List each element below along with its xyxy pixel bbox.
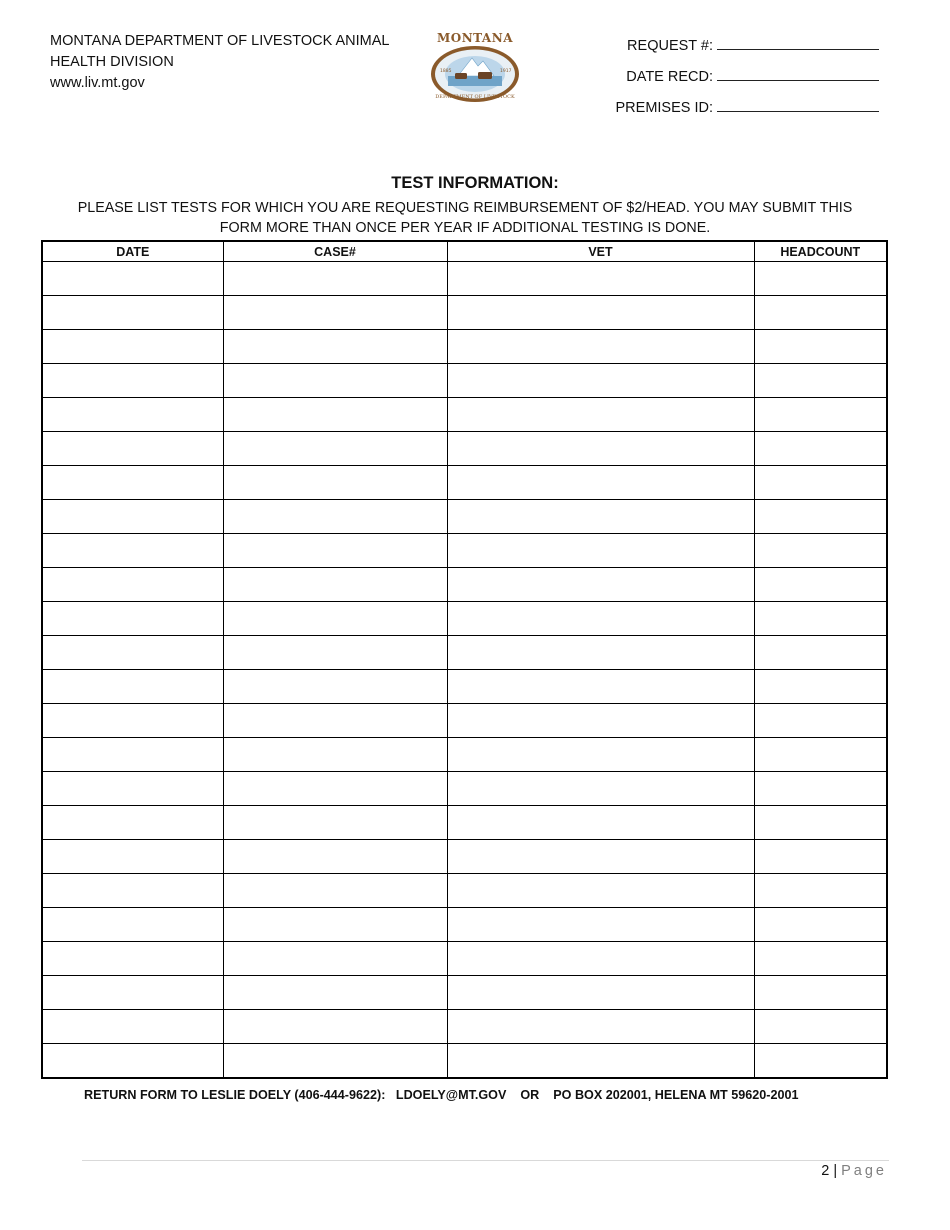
case-cell[interactable]	[223, 466, 447, 500]
case-cell[interactable]	[223, 1044, 447, 1079]
vet-cell[interactable]	[447, 908, 754, 942]
logo-year-right: 1917	[500, 69, 512, 74]
date-cell[interactable]	[42, 534, 223, 568]
table-row	[42, 1044, 887, 1079]
date-cell[interactable]	[42, 466, 223, 500]
date-cell[interactable]	[42, 364, 223, 398]
headcount-cell[interactable]	[754, 296, 887, 330]
table-header-row	[42, 241, 887, 262]
date-cell[interactable]	[42, 942, 223, 976]
premises-id-label: PREMISES ID:	[615, 100, 713, 116]
request-number-row	[616, 31, 880, 62]
vet-cell[interactable]	[447, 738, 754, 772]
headcount-cell[interactable]	[754, 670, 887, 704]
vet-cell[interactable]	[447, 568, 754, 602]
vet-cell[interactable]	[447, 602, 754, 636]
vet-cell[interactable]	[447, 636, 754, 670]
vet-cell[interactable]	[447, 976, 754, 1010]
organization-block	[50, 31, 410, 94]
case-cell[interactable]	[223, 874, 447, 908]
headcount-cell[interactable]	[754, 908, 887, 942]
date-cell[interactable]	[42, 602, 223, 636]
table-row	[42, 976, 887, 1010]
date-cell[interactable]	[42, 1044, 223, 1079]
date-received-row	[616, 62, 880, 93]
case-cell[interactable]	[223, 534, 447, 568]
table-row	[42, 636, 887, 670]
date-cell[interactable]	[42, 806, 223, 840]
case-cell[interactable]	[223, 602, 447, 636]
test-information-table	[41, 240, 888, 1079]
admin-fields	[616, 31, 880, 124]
case-cell[interactable]	[223, 976, 447, 1010]
vet-cell[interactable]	[447, 670, 754, 704]
table-row	[42, 432, 887, 466]
premises-id-row	[616, 93, 880, 124]
headcount-cell[interactable]	[754, 704, 887, 738]
headcount-cell[interactable]	[754, 330, 887, 364]
headcount-cell[interactable]	[754, 398, 887, 432]
org-website: www.liv.mt.gov	[50, 75, 145, 91]
date-received-field[interactable]	[717, 65, 879, 81]
date-cell[interactable]	[42, 262, 223, 296]
headcount-cell[interactable]	[754, 262, 887, 296]
table-row	[42, 772, 887, 806]
date-cell[interactable]	[42, 738, 223, 772]
headcount-cell[interactable]	[754, 806, 887, 840]
logo-top-text: MONTANA	[436, 31, 514, 45]
date-cell[interactable]	[42, 874, 223, 908]
request-number-label: REQUEST #:	[627, 38, 713, 54]
vet-cell[interactable]	[447, 500, 754, 534]
headcount-cell[interactable]	[754, 840, 887, 874]
case-cell[interactable]	[223, 432, 447, 466]
column-header-vet: VET	[447, 241, 754, 262]
date-cell[interactable]	[42, 670, 223, 704]
vet-cell[interactable]	[447, 806, 754, 840]
headcount-cell[interactable]	[754, 534, 887, 568]
vet-cell[interactable]	[447, 466, 754, 500]
date-cell[interactable]	[42, 296, 223, 330]
case-cell[interactable]	[223, 738, 447, 772]
table-row	[42, 466, 887, 500]
date-cell[interactable]	[42, 1010, 223, 1044]
vet-cell[interactable]	[447, 296, 754, 330]
date-received-label: DATE RECD:	[626, 69, 713, 85]
page-number: 2	[821, 1163, 830, 1179]
premises-id-field[interactable]	[717, 96, 879, 112]
headcount-cell[interactable]	[754, 466, 887, 500]
table-row	[42, 704, 887, 738]
table-row	[42, 602, 887, 636]
page-number-footer	[821, 1163, 887, 1179]
date-cell[interactable]	[42, 772, 223, 806]
headcount-cell[interactable]	[754, 364, 887, 398]
date-cell[interactable]	[42, 568, 223, 602]
vet-cell[interactable]	[447, 398, 754, 432]
page-separator: |	[833, 1163, 838, 1179]
vet-cell[interactable]	[447, 840, 754, 874]
case-cell[interactable]	[223, 1010, 447, 1044]
department-of-livestock-logo	[428, 28, 522, 106]
headcount-cell[interactable]	[754, 500, 887, 534]
column-header-headcount: HEADCOUNT	[754, 241, 887, 262]
table-row	[42, 568, 887, 602]
return-instructions: RETURN FORM TO LESLIE DOELY (406-444-9622): LDOELY@MT.GOV OR PO BOX 202001, HELENA MT 59620-2001	[84, 1088, 799, 1102]
case-cell[interactable]	[223, 840, 447, 874]
headcount-cell[interactable]	[754, 1010, 887, 1044]
case-cell[interactable]	[223, 398, 447, 432]
date-cell[interactable]	[42, 500, 223, 534]
org-name-line-2: HEALTH DIVISION	[50, 54, 174, 70]
case-cell[interactable]	[223, 942, 447, 976]
table-row	[42, 942, 887, 976]
case-cell[interactable]	[223, 636, 447, 670]
table-row	[42, 738, 887, 772]
date-cell[interactable]	[42, 908, 223, 942]
table-row	[42, 534, 887, 568]
section-instructions: PLEASE LIST TESTS FOR WHICH YOU ARE REQUESTING REIMBURSEMENT OF $2/HEAD. YOU MAY SUBMIT THIS FORM MORE THAN ONCE PER YEAR IF ADDITIONAL TESTING IS DONE.	[77, 200, 853, 236]
date-cell[interactable]	[42, 398, 223, 432]
vet-cell[interactable]	[447, 942, 754, 976]
table-row	[42, 364, 887, 398]
headcount-cell[interactable]	[754, 738, 887, 772]
headcount-cell[interactable]	[754, 942, 887, 976]
case-cell[interactable]	[223, 500, 447, 534]
table-row	[42, 500, 887, 534]
vet-cell[interactable]	[447, 262, 754, 296]
vet-cell[interactable]	[447, 874, 754, 908]
headcount-cell[interactable]	[754, 568, 887, 602]
request-number-field[interactable]	[717, 34, 879, 50]
case-cell[interactable]	[223, 364, 447, 398]
vet-cell[interactable]	[447, 1010, 754, 1044]
logo-ring-text: DEPARTMENT OF LIVESTOCK	[435, 94, 515, 100]
headcount-cell[interactable]	[754, 636, 887, 670]
logo-year-left: 1885	[440, 69, 452, 74]
vet-cell[interactable]	[447, 704, 754, 738]
table-row	[42, 874, 887, 908]
table-row	[42, 296, 887, 330]
date-cell[interactable]	[42, 840, 223, 874]
table-row	[42, 398, 887, 432]
column-header-date: DATE	[42, 241, 223, 262]
page-word: Page	[841, 1163, 887, 1179]
table-row	[42, 1010, 887, 1044]
date-cell[interactable]	[42, 976, 223, 1010]
case-cell[interactable]	[223, 704, 447, 738]
vet-cell[interactable]	[447, 1044, 754, 1079]
table-row	[42, 840, 887, 874]
case-cell[interactable]	[223, 806, 447, 840]
vet-cell[interactable]	[447, 534, 754, 568]
table-row	[42, 670, 887, 704]
section-title: TEST INFORMATION:	[391, 174, 559, 192]
vet-cell[interactable]	[447, 330, 754, 364]
vet-cell[interactable]	[447, 772, 754, 806]
table-row	[42, 908, 887, 942]
table-row	[42, 330, 887, 364]
org-name-line-1: MONTANA DEPARTMENT OF LIVESTOCK ANIMAL	[50, 33, 390, 49]
table-row	[42, 262, 887, 296]
headcount-cell[interactable]	[754, 1044, 887, 1079]
table-body	[42, 262, 887, 1079]
table-row	[42, 806, 887, 840]
column-header-case: CASE#	[223, 241, 447, 262]
case-cell[interactable]	[223, 330, 447, 364]
case-cell[interactable]	[223, 670, 447, 704]
date-cell[interactable]	[42, 432, 223, 466]
footer-divider	[82, 1160, 889, 1161]
date-cell[interactable]	[42, 636, 223, 670]
case-cell[interactable]	[223, 296, 447, 330]
case-cell[interactable]	[223, 262, 447, 296]
headcount-cell[interactable]	[754, 602, 887, 636]
headcount-cell[interactable]	[754, 976, 887, 1010]
vet-cell[interactable]	[447, 364, 754, 398]
headcount-cell[interactable]	[754, 874, 887, 908]
date-cell[interactable]	[42, 330, 223, 364]
case-cell[interactable]	[223, 568, 447, 602]
headcount-cell[interactable]	[754, 772, 887, 806]
case-cell[interactable]	[223, 908, 447, 942]
date-cell[interactable]	[42, 704, 223, 738]
headcount-cell[interactable]	[754, 432, 887, 466]
vet-cell[interactable]	[447, 432, 754, 466]
case-cell[interactable]	[223, 772, 447, 806]
